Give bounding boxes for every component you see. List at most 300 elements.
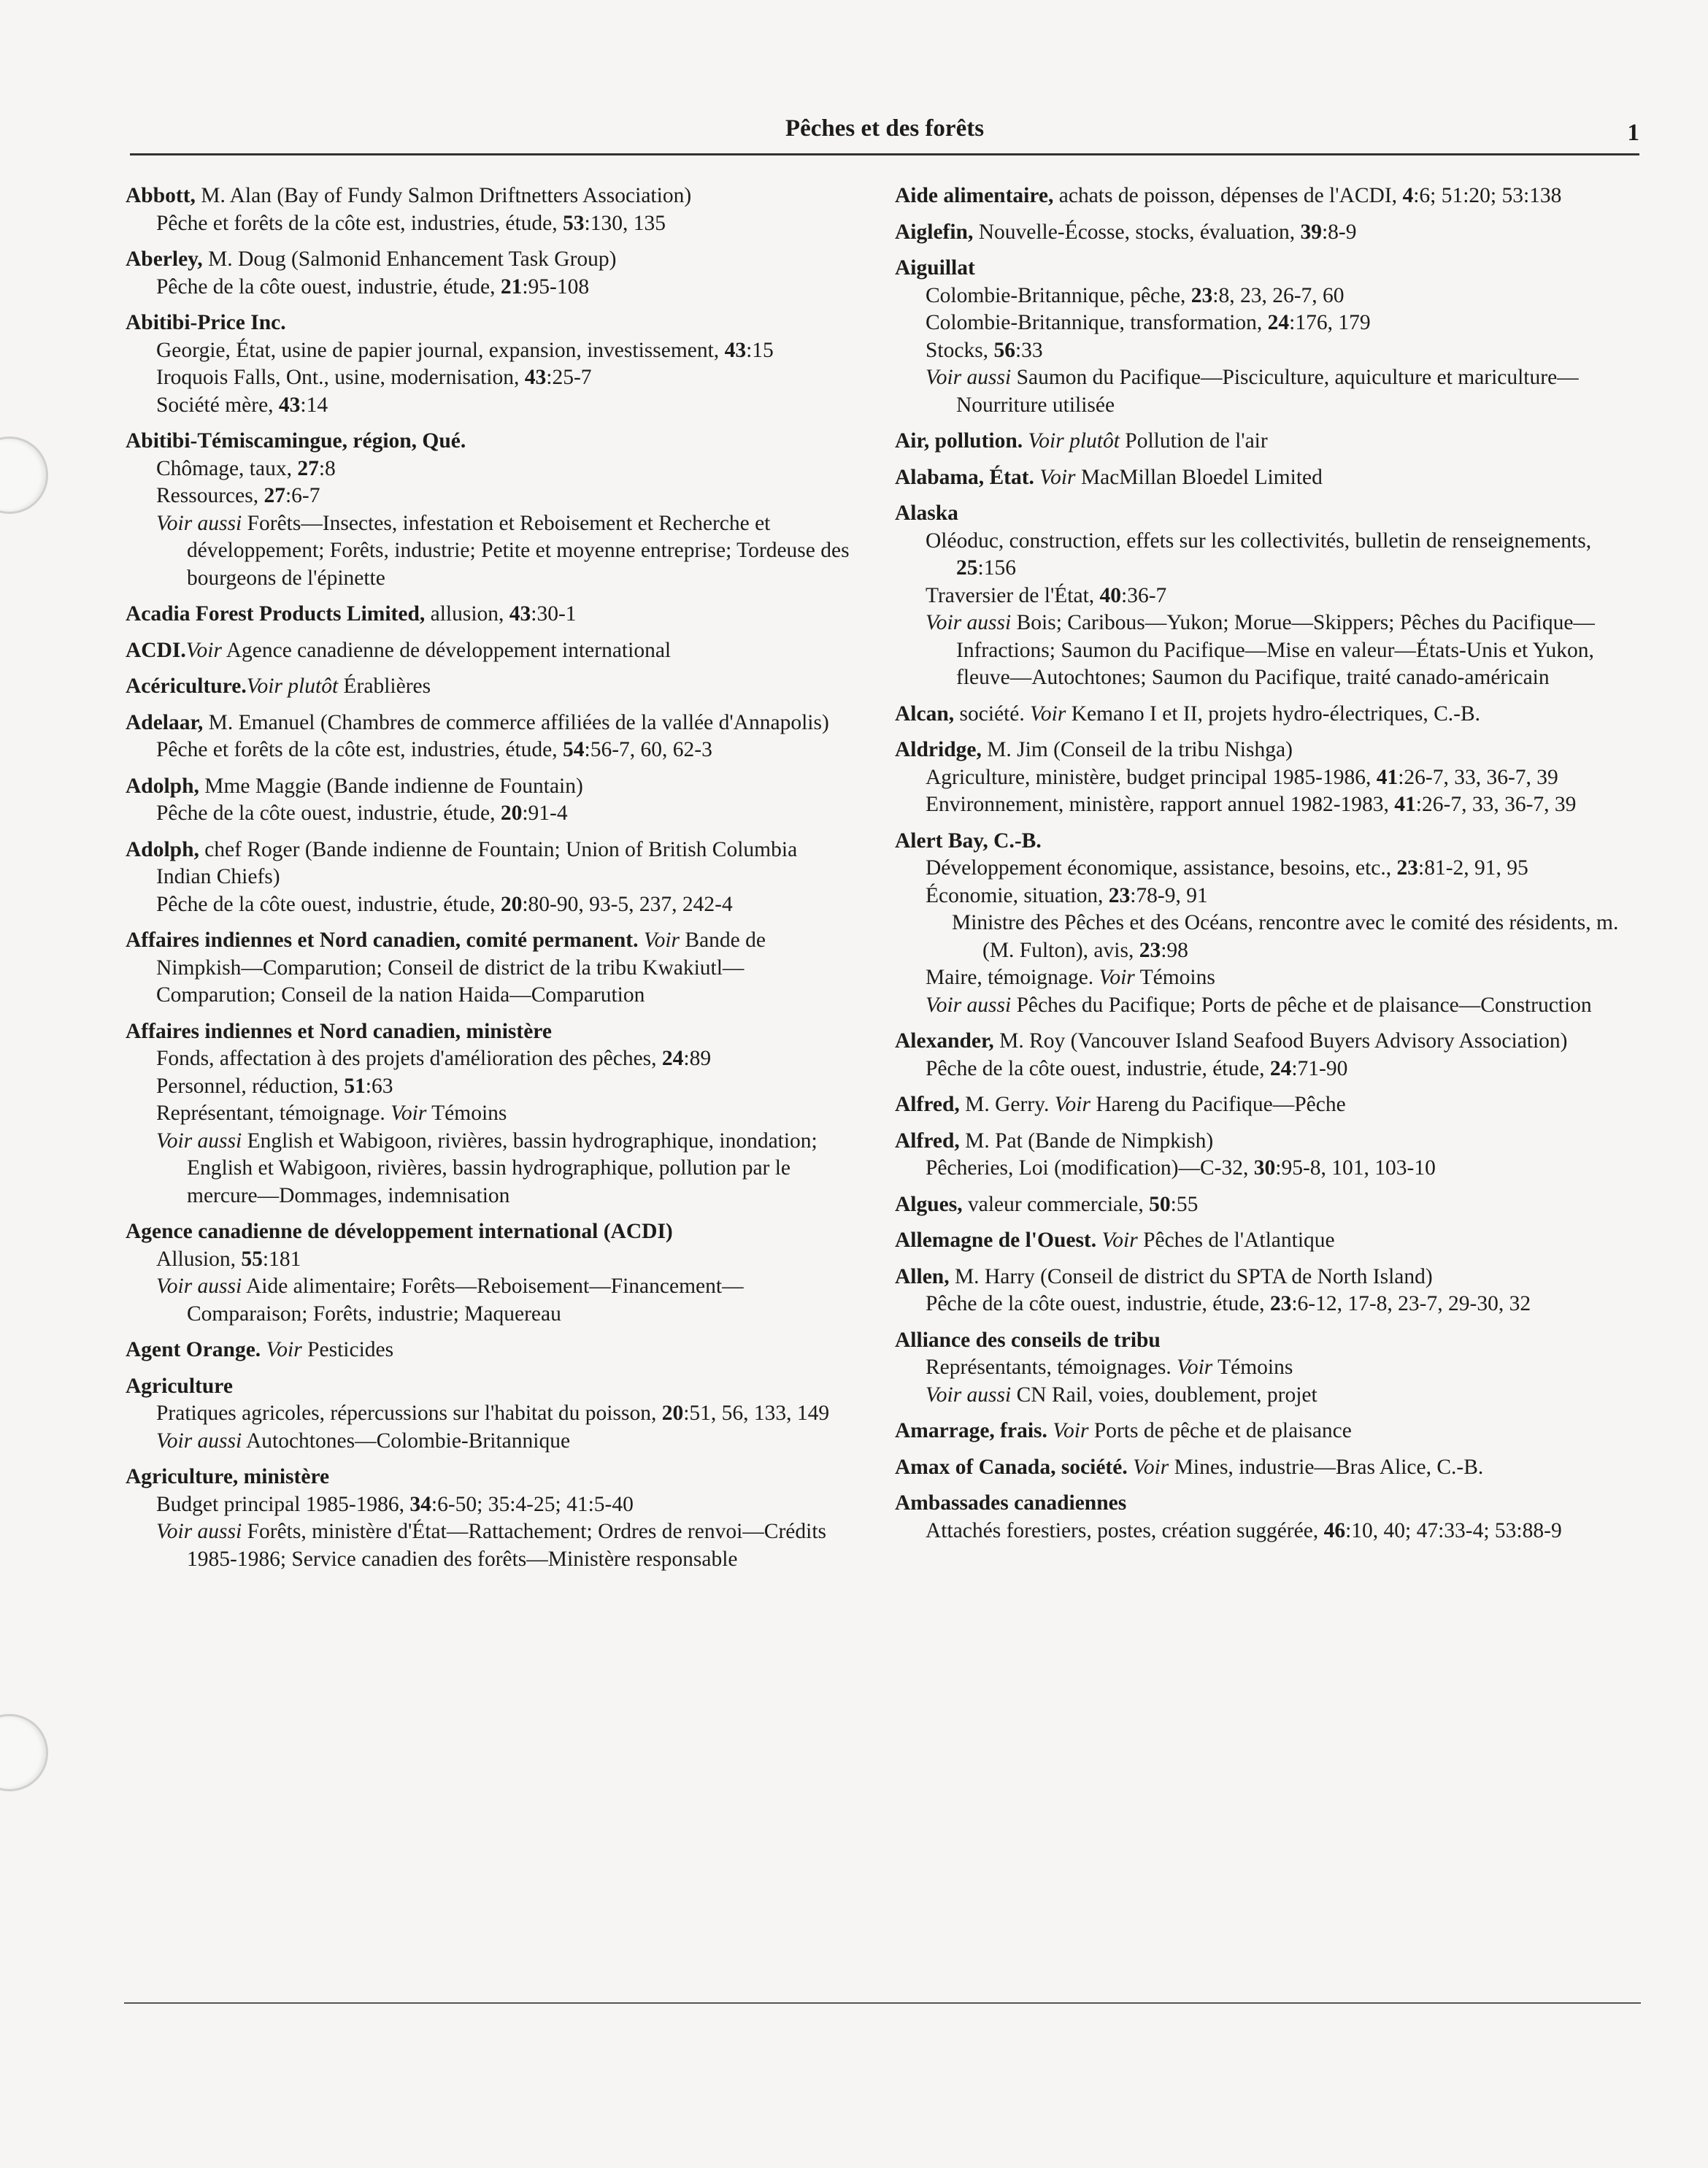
see-reference: Voir — [1030, 701, 1066, 726]
sub-entry — [895, 364, 1639, 419]
issue-number: 21 — [500, 274, 523, 299]
issue-number: 43 — [724, 338, 747, 362]
entry-heading: Air, pollution. — [895, 429, 1023, 453]
entry-heading: Adolph, — [126, 774, 199, 798]
page-refs: :8 — [318, 456, 336, 480]
issue-number: 23 — [1190, 283, 1213, 307]
page-refs: Hareng du Pacifique—Pêche — [1090, 1093, 1346, 1116]
issue-number: 41 — [1394, 793, 1416, 816]
entry-heading: Aide alimentaire, — [895, 184, 1054, 207]
see-reference: Voir aussi — [156, 1429, 242, 1453]
sub-entry — [895, 1518, 1639, 1545]
entry-text: Bande de Nimpkish—Comparution; Conseil de district de la tribu Kwakiutl—Comparution; Conseil de la nation Haida—Comparution — [156, 929, 766, 1007]
index-column-right — [895, 182, 1639, 1553]
sub-entry — [126, 274, 855, 301]
index-entry — [895, 1264, 1639, 1318]
entry-text: M. Harry (Conseil de district du SPTA de North Island) — [949, 1264, 1433, 1288]
entry-text: Iroquois Falls, Ont., usine, modernisation, — [156, 366, 525, 389]
page-refs: :71-90 — [1291, 1056, 1348, 1080]
issue-number: 24 — [1269, 1056, 1292, 1080]
page-refs: :8, 23, 26-7, 60 — [1212, 283, 1345, 307]
sub-entry — [895, 791, 1639, 819]
sub-entry — [895, 583, 1639, 610]
index-entry — [895, 219, 1639, 247]
entry-line — [895, 1264, 1639, 1291]
sub-entry — [126, 1045, 855, 1073]
page-refs: :91-4 — [522, 802, 568, 825]
entry-text: Mines, industrie—Bras Alice, C.-B. — [1169, 1455, 1484, 1479]
entry-line — [126, 246, 855, 274]
entry-line — [126, 182, 855, 210]
entry-line — [895, 500, 1639, 528]
entry-line — [895, 737, 1639, 764]
entry-text: Oléoduc, construction, effets sur les collectivités, bulletin de renseignements, — [926, 528, 1592, 553]
entry-text: société. — [954, 701, 1031, 726]
entry-line — [126, 710, 855, 737]
entry-text: M. Gerry. — [959, 1093, 1055, 1116]
sub-entry — [126, 364, 855, 392]
binder-hole-top — [0, 437, 48, 514]
page-refs: :78-9, 91 — [1130, 883, 1208, 907]
entry-heading: Abitibi-Témiscamingue, région, Qué. — [126, 429, 466, 453]
see-reference: Voir aussi — [156, 1520, 242, 1543]
index-column-left — [126, 182, 855, 1582]
entry-text: M. Pat (Bande de Nimpkish) — [959, 1129, 1214, 1153]
entry-line — [126, 927, 855, 1010]
sub-entry — [126, 800, 855, 828]
issue-number: 39 — [1300, 220, 1322, 244]
entry-line — [895, 1418, 1639, 1445]
page-refs: Témoins — [1212, 1356, 1293, 1379]
issue-number: 27 — [263, 484, 285, 507]
entry-text: Saumon du Pacifique—Pisciculture, aquiculture et mariculture—Nourriture utilisée — [956, 366, 1579, 417]
entry-line — [126, 1464, 855, 1491]
page-refs: :14 — [300, 393, 328, 417]
entry-text: Colombie-Britannique, pêche, — [926, 283, 1191, 307]
entry-line — [126, 837, 855, 891]
index-entry — [895, 701, 1639, 729]
entry-heading: Alaska — [895, 501, 958, 525]
sub-entry — [126, 392, 855, 420]
entry-line — [126, 1018, 855, 1046]
sub-entry — [895, 1155, 1639, 1183]
entry-heading: ACDI. — [126, 638, 186, 662]
issue-number: 27 — [297, 456, 319, 480]
index-entry — [126, 310, 855, 419]
entry-line — [126, 637, 855, 665]
entry-line — [895, 428, 1639, 455]
issue-number: 24 — [1267, 311, 1290, 334]
entry-heading: Alexander, — [895, 1029, 994, 1053]
entry-line — [895, 1490, 1639, 1518]
entry-heading: Algues, — [895, 1192, 963, 1216]
issue-number: 55 — [241, 1247, 263, 1271]
entry-text: Pêche de la côte ouest, industrie, étude, — [156, 892, 501, 916]
page-refs: :6-50; 35:4-25; 41:5-40 — [431, 1492, 634, 1516]
issue-number: 41 — [1376, 765, 1399, 789]
entry-heading: Agence canadienne de développement international (ACDI) — [126, 1220, 673, 1243]
entry-text: Ressources, — [156, 484, 264, 507]
entry-heading: Aiguillat — [895, 256, 975, 280]
entry-heading: Affaires indiennes et Nord canadien, comité permanent. — [126, 929, 639, 952]
index-entry — [895, 428, 1639, 455]
see-reference: Voir — [1096, 1229, 1138, 1252]
entry-line — [895, 701, 1639, 729]
entry-line — [895, 219, 1639, 247]
entry-line — [895, 1191, 1639, 1219]
sub-entry — [126, 1491, 855, 1519]
see-reference: Voir aussi — [926, 611, 1012, 634]
entry-text: Autochtones—Colombie-Britannique — [242, 1429, 571, 1453]
page-refs: :51, 56, 133, 149 — [683, 1402, 830, 1425]
index-entry — [895, 255, 1639, 419]
page-refs: :15 — [746, 338, 774, 362]
entry-line — [895, 182, 1639, 210]
entry-text: Maire, témoignage. — [926, 966, 1099, 989]
entry-text: Colombie-Britannique, transformation, — [926, 311, 1268, 334]
index-entry — [126, 1373, 855, 1456]
page-refs: :55 — [1170, 1192, 1199, 1216]
entry-heading: Alfred, — [895, 1093, 960, 1116]
page-header — [130, 111, 1639, 155]
entry-line — [895, 1128, 1639, 1156]
entry-text: English et Wabigoon, rivières, bassin hydrographique, inondation; English et Wabigoon, rivières, bassin hydrographique, pollution par le mercure—Dommages, indemnisation — [187, 1129, 818, 1207]
entry-line — [126, 1373, 855, 1401]
page-refs: :176, 179 — [1289, 311, 1371, 334]
issue-number: 24 — [661, 1047, 684, 1070]
entry-text: chef Roger (Bande indienne de Fountain; Union of British Columbia Indian Chiefs) — [156, 837, 798, 888]
index-entry — [126, 1464, 855, 1573]
index-entry — [895, 1454, 1639, 1482]
index-entry — [895, 828, 1639, 1020]
sub-entry — [895, 883, 1639, 910]
page-refs: :98 — [1161, 938, 1188, 962]
entry-text: Érablières — [338, 674, 431, 698]
see-reference: Voir — [1034, 465, 1076, 489]
page-number: 1 — [1627, 120, 1639, 146]
see-reference: Voir aussi — [156, 511, 242, 535]
entry-text: Pêches du Pacifique; Ports de pêche et de plaisance—Construction — [1011, 993, 1592, 1017]
index-entry — [895, 500, 1639, 692]
entry-text: Ministre des Pêches et des Océans, rencontre avec le comité des résidents, m. (M. Fulton), avis, — [952, 911, 1619, 962]
sub-entry — [126, 1428, 855, 1456]
page-refs: :6-7 — [285, 484, 320, 507]
entry-text: Pollution de l'air — [1119, 429, 1268, 453]
entry-text: Personnel, réduction, — [156, 1074, 345, 1098]
issue-number: 34 — [409, 1492, 431, 1516]
sub-entry — [126, 1100, 855, 1128]
index-entry — [895, 737, 1639, 819]
entry-line — [895, 1454, 1639, 1482]
entry-line — [126, 1218, 855, 1246]
entry-text: CN Rail, voies, doublement, projet — [1011, 1383, 1317, 1407]
entry-text: Pratiques agricoles, répercussions sur l'habitat du poisson, — [156, 1402, 662, 1425]
entry-text: Agence canadienne de développement international — [221, 638, 672, 662]
entry-text: Représentants, témoignages. — [926, 1356, 1177, 1379]
entry-text: Pêche et forêts de la côte est, industries, étude, — [156, 211, 563, 235]
index-entry — [126, 1337, 855, 1364]
entry-heading: Alliance des conseils de tribu — [895, 1328, 1161, 1352]
entry-heading: Agriculture, ministère — [126, 1465, 330, 1488]
entry-heading: Acadia Forest Products Limited, — [126, 602, 426, 626]
entry-heading: Agent Orange. — [126, 1338, 261, 1361]
page-refs: :181 — [262, 1247, 301, 1271]
see-reference: Voir plutôt — [1023, 429, 1120, 453]
issue-number: 25 — [956, 556, 978, 580]
sub-entry — [895, 964, 1639, 992]
entry-heading: Alcan, — [895, 701, 955, 726]
entry-heading: Agriculture — [126, 1374, 233, 1398]
issue-number: 46 — [1323, 1518, 1346, 1542]
issue-number: 20 — [500, 802, 523, 825]
page-refs: :80-90, 93-5, 237, 242-4 — [522, 892, 733, 916]
sub-entry — [895, 528, 1639, 583]
sub-entry — [126, 210, 855, 238]
entry-text: Allusion, — [156, 1247, 242, 1271]
entry-heading: Acériculture. — [126, 674, 247, 698]
entry-text: Bois; Caribous—Yukon; Morue—Skippers; Pêches du Pacifique—Infractions; Saumon du Pacifique—Mise en valeur—États-Unis et Yukon, fleuve—Autochtones; Saumon du Pacifique, traité canado-américain — [956, 611, 1595, 689]
entry-text: Développement économique, assistance, besoins, etc., — [926, 856, 1397, 880]
page-refs: :130, 135 — [584, 211, 666, 235]
issue-number: 4 — [1402, 184, 1414, 207]
issue-number: 40 — [1099, 583, 1122, 607]
see-reference: Voir aussi — [156, 1129, 242, 1153]
entry-text: achats de poisson, dépenses de l'ACDI, — [1053, 184, 1403, 207]
see-reference: Voir aussi — [926, 366, 1012, 389]
sub-entry — [895, 910, 1639, 964]
sub-entry — [126, 1073, 855, 1101]
page-refs: :156 — [977, 556, 1016, 580]
index-entry — [126, 673, 855, 701]
sub-entry — [895, 282, 1639, 310]
sub-entry — [126, 891, 855, 919]
entry-line — [895, 1028, 1639, 1056]
page-refs: Témoins — [1134, 966, 1215, 989]
page-refs: :89 — [683, 1047, 712, 1070]
page-refs: :33 — [1015, 338, 1043, 362]
index-entry — [895, 1028, 1639, 1083]
entry-text: Pêche de la côte ouest, industrie, étude, — [156, 802, 501, 825]
index-entry — [126, 182, 855, 237]
see-reference: Voir — [1054, 1093, 1090, 1116]
entry-line — [895, 1091, 1639, 1119]
entry-text: Représentant, témoignage. — [156, 1102, 391, 1125]
entry-heading: Allen, — [895, 1264, 950, 1288]
issue-number: 20 — [500, 892, 523, 916]
entry-heading: Adelaar, — [126, 710, 204, 734]
entry-text: Économie, situation, — [926, 883, 1109, 907]
entry-line — [126, 773, 855, 801]
entry-heading: Alabama, État. — [895, 465, 1034, 489]
entry-heading: Ambassades canadiennes — [895, 1491, 1127, 1515]
index-entry — [895, 1490, 1639, 1545]
page-refs: :6; 51:20; 53:138 — [1413, 184, 1562, 207]
entry-text: Mme Maggie (Bande indienne de Fountain) — [199, 774, 583, 798]
index-entry — [895, 1227, 1639, 1255]
sub-entry — [895, 1056, 1639, 1083]
index-entry — [895, 1191, 1639, 1219]
page-title: Pêches et des forêts — [785, 115, 985, 142]
sub-entry — [895, 310, 1639, 337]
issue-number: 56 — [993, 338, 1015, 362]
see-reference: Voir plutôt — [246, 674, 339, 698]
entry-heading: Allemagne de l'Ouest. — [895, 1229, 1097, 1252]
entry-line — [126, 673, 855, 701]
index-entry — [895, 464, 1639, 492]
index-entry — [126, 927, 855, 1010]
index-entry — [895, 1418, 1639, 1445]
entry-text: Pêche de la côte ouest, industrie, étude, — [156, 274, 501, 299]
see-reference: Voir — [261, 1338, 302, 1361]
page-refs: :6-12, 17-8, 23-7, 29-30, 32 — [1291, 1292, 1531, 1315]
issue-number: 23 — [1108, 883, 1131, 907]
issue-number: 43 — [278, 393, 301, 417]
page-refs: :26-7, 33, 36-7, 39 — [1398, 765, 1558, 789]
sub-entry — [126, 1246, 855, 1274]
index-entry — [126, 837, 855, 919]
entry-heading: Aberley, — [126, 247, 203, 271]
page-refs: :26-7, 33, 36-7, 39 — [1415, 793, 1577, 816]
issue-number: 51 — [344, 1074, 366, 1098]
see-reference: Voir aussi — [156, 1275, 242, 1298]
binder-hole-bottom — [0, 1714, 48, 1791]
sub-entry — [895, 337, 1639, 365]
see-reference: Voir — [1177, 1356, 1213, 1379]
sub-entry — [895, 764, 1639, 792]
sub-entry — [126, 1273, 855, 1328]
index-entry — [126, 1018, 855, 1210]
see-reference: Voir aussi — [926, 993, 1012, 1017]
sub-entry — [895, 1354, 1639, 1382]
entry-text: Aide alimentaire; Forêts—Reboisement—Financement—Comparaison; Forêts, industrie; Maquereau — [187, 1275, 744, 1326]
see-reference: Voir aussi — [926, 1383, 1012, 1407]
issue-number: 23 — [1139, 938, 1161, 962]
sub-entry — [126, 510, 855, 593]
entry-text: Forêts—Insectes, infestation et Reboisement et Recherche et développement; Forêts, industrie; Petite et moyenne entreprise; Tordeuse des bourgeons de l'épinette — [187, 511, 850, 590]
page-refs: :63 — [365, 1074, 393, 1098]
issue-number: 43 — [524, 366, 547, 389]
entry-text: M. Alan (Bay of Fundy Salmon Driftnetters Association) — [195, 184, 692, 207]
entry-line — [126, 428, 855, 455]
page-refs: Kemano I et II, projets hydro-électriques, C.-B. — [1066, 701, 1481, 726]
entry-text: Pêches de l'Atlantique — [1137, 1229, 1335, 1252]
page-refs: :8-9 — [1321, 220, 1357, 244]
sub-entry — [895, 1291, 1639, 1318]
issue-number: 43 — [509, 602, 531, 626]
issue-number: 20 — [661, 1402, 684, 1425]
issue-number: 23 — [1396, 856, 1419, 880]
see-reference: Voir — [1127, 1455, 1169, 1479]
sub-entry — [126, 1518, 855, 1573]
page-refs: Témoins — [426, 1102, 507, 1125]
issue-number: 50 — [1149, 1192, 1171, 1216]
entry-text: Fonds, affectation à des projets d'amélioration des pêches, — [156, 1047, 662, 1070]
entry-text: M. Roy (Vancouver Island Seafood Buyers Advisory Association) — [993, 1029, 1568, 1053]
page-refs: :81-2, 91, 95 — [1418, 856, 1528, 880]
page-refs: :95-8, 101, 103-10 — [1275, 1156, 1436, 1180]
entry-text: M. Jim (Conseil de la tribu Nishga) — [981, 738, 1293, 761]
entry-text: Nouvelle-Écosse, stocks, évaluation, — [973, 220, 1301, 244]
index-entry — [895, 182, 1639, 210]
entry-line — [895, 1227, 1639, 1255]
entry-text: Attachés forestiers, postes, création suggérée, — [926, 1518, 1324, 1542]
issue-number: 30 — [1253, 1156, 1276, 1180]
entry-heading: Adolph, — [126, 837, 199, 861]
entry-text: Chômage, taux, — [156, 456, 298, 480]
entry-text: Société mère, — [156, 393, 279, 417]
entry-heading: Amarrage, frais. — [895, 1419, 1047, 1442]
entry-line — [895, 464, 1639, 492]
entry-text: Stocks, — [926, 338, 994, 362]
index-entry — [895, 1327, 1639, 1410]
sub-entry — [126, 337, 855, 365]
page-refs: :56-7, 60, 62-3 — [584, 738, 712, 761]
entry-line — [895, 255, 1639, 282]
entry-text: Pêcheries, Loi (modification)—C-32, — [926, 1156, 1254, 1180]
index-entry — [126, 1218, 855, 1328]
see-reference: Voir — [638, 929, 680, 952]
see-reference: Voir — [391, 1102, 427, 1125]
index-entry — [126, 710, 855, 764]
entry-text: M. Doug (Salmonid Enhancement Task Group) — [202, 247, 617, 271]
entry-heading: Affaires indiennes et Nord canadien, ministère — [126, 1019, 552, 1043]
entry-text: Traversier de l'État, — [926, 583, 1100, 607]
entry-text: allusion, — [425, 602, 509, 626]
index-entry — [126, 637, 855, 665]
entry-text: Pêche et forêts de la côte est, industries, étude, — [156, 738, 563, 761]
entry-line — [895, 828, 1639, 856]
index-entry — [895, 1091, 1639, 1119]
sub-entry — [126, 1400, 855, 1428]
bottom-rule — [124, 2002, 1641, 2004]
entry-line — [895, 1327, 1639, 1355]
entry-line — [126, 1337, 855, 1364]
entry-heading: Aiglefin, — [895, 220, 974, 244]
entry-text: Ports de pêche et de plaisance — [1088, 1419, 1352, 1442]
entry-text: Georgie, État, usine de papier journal, expansion, investissement, — [156, 338, 725, 362]
page-refs: :30-1 — [531, 602, 577, 626]
index-entry — [895, 1128, 1639, 1183]
entry-text: M. Emanuel (Chambres de commerce affiliées de la vallée d'Annapolis) — [203, 710, 829, 734]
sub-entry — [895, 992, 1639, 1020]
sub-entry — [126, 455, 855, 483]
sub-entry — [126, 737, 855, 764]
page-refs: :25-7 — [546, 366, 592, 389]
entry-text: valeur commerciale, — [962, 1192, 1150, 1216]
entry-text: Environnement, ministère, rapport annuel 1982-1983, — [926, 793, 1395, 816]
entry-heading: Aldridge, — [895, 738, 982, 761]
issue-number: 54 — [563, 738, 585, 761]
issue-number: 53 — [563, 211, 585, 235]
index-entry — [126, 246, 855, 301]
sub-entry — [895, 855, 1639, 883]
entry-text: Budget principal 1985-1986, — [156, 1492, 410, 1516]
index-entry — [126, 773, 855, 828]
entry-text: Pêche de la côte ouest, industrie, étude, — [926, 1292, 1270, 1315]
entry-line — [126, 310, 855, 337]
entry-text: Agriculture, ministère, budget principal 1985-1986, — [926, 765, 1377, 789]
entry-heading: Amax of Canada, société. — [895, 1455, 1128, 1479]
page-refs: :95-108 — [522, 274, 590, 299]
entry-heading: Alert Bay, C.-B. — [895, 829, 1042, 853]
entry-line — [126, 601, 855, 629]
sub-entry — [126, 1128, 855, 1210]
entry-heading: Abbott, — [126, 184, 196, 207]
see-reference: Voir — [1099, 966, 1135, 989]
see-reference: Voir — [1047, 1419, 1089, 1442]
sub-entry — [895, 1382, 1639, 1410]
page-refs: :10, 40; 47:33-4; 53:88-9 — [1345, 1518, 1562, 1542]
